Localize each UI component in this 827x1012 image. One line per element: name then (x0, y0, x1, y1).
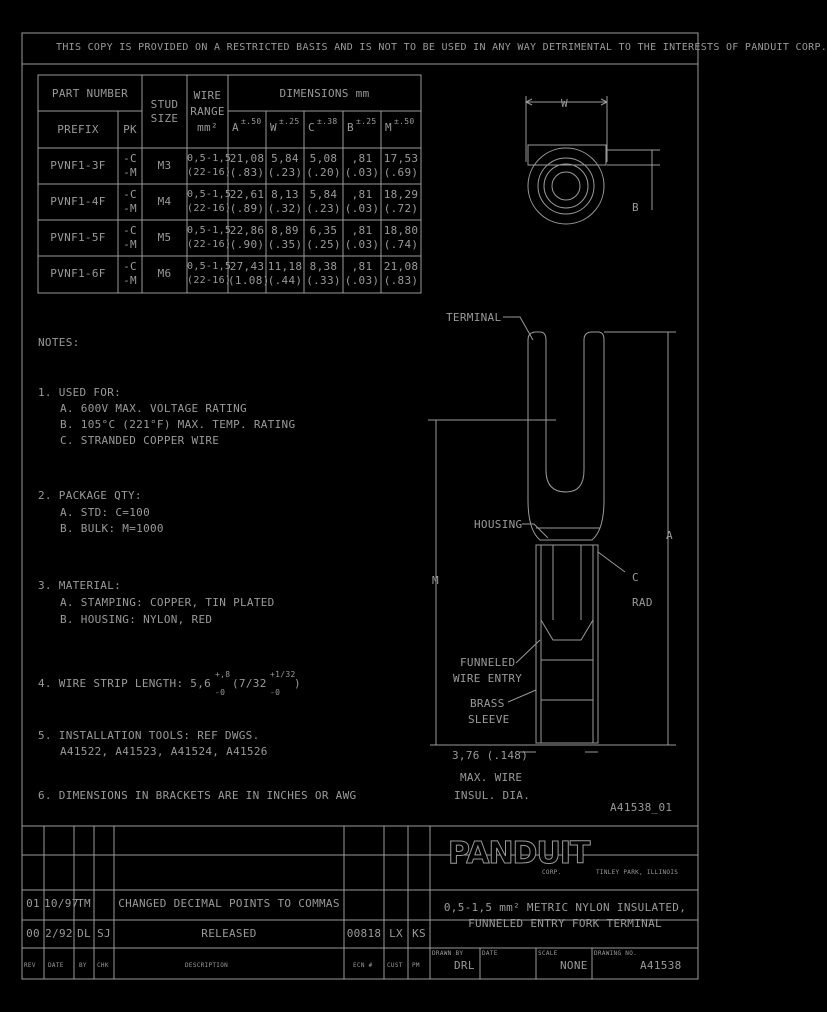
row-stud-size: M5 (157, 231, 172, 244)
end-view (526, 96, 660, 224)
row-dim-metric: ,81 (351, 224, 373, 237)
row-wire-range-mm: 0,5-1,5 (187, 261, 232, 272)
label-scale: SCALE (538, 950, 558, 957)
revision-desc: RELEASED (201, 927, 257, 940)
revision-date: 2/92 (45, 927, 73, 940)
row-dim-metric: 21,08 (383, 260, 419, 273)
row-wire-range-awg: (22-16) (187, 239, 232, 250)
row-dim-inch: (.32) (267, 202, 303, 215)
row-prefix: PVNF1-5F (50, 231, 106, 244)
dim-header-letter: M (385, 121, 392, 134)
label-by: BY (79, 962, 87, 969)
revision-ecn: 00818 (346, 927, 382, 940)
row-pk-c: -C (123, 260, 137, 273)
row-dim-inch: (.33) (306, 274, 341, 287)
row-dim-metric: ,81 (351, 152, 373, 165)
row-dim-inch: (.74) (383, 238, 419, 251)
row-dim-metric: 11,18 (267, 260, 303, 273)
header-mm2: mm² (197, 121, 218, 134)
scale: NONE (560, 959, 588, 972)
note-3b: B. HOUSING: NYLON, RED (60, 613, 213, 626)
label-brass: BRASS (470, 697, 505, 710)
revision-by: DL (77, 927, 91, 940)
drawing-number: A41538 (640, 959, 682, 972)
label-wire-entry: WIRE ENTRY (453, 672, 523, 685)
row-dim-metric: 8,89 (271, 224, 299, 237)
row-dim-inch: (.69) (383, 166, 419, 179)
header-pk: PK (123, 123, 137, 136)
row-pk-c: -C (123, 152, 137, 165)
dim-header-tolerance: ±.25 (356, 117, 377, 126)
notes-title: NOTES: (38, 336, 80, 349)
row-dim-inch: (.23) (306, 202, 341, 215)
row-dim-inch: (.03) (344, 274, 380, 287)
row-dim-metric: 27,43 (229, 260, 265, 273)
revision-rev: 00 (26, 927, 40, 940)
row-dim-inch: (.83) (383, 274, 419, 287)
note-5a: A41522, A41523, A41524, A41526 (60, 745, 268, 758)
row-prefix: PVNF1-3F (50, 159, 106, 172)
header-size: SIZE (150, 112, 179, 125)
row-stud-size: M6 (157, 267, 172, 280)
dim-header-tolerance: ±.38 (317, 117, 338, 126)
restricted-notice: THIS COPY IS PROVIDED ON A RESTRICTED BASIS AND IS NOT TO BE USED IN ANY WAY DETRIMENTAL TO THE INTERESTS OF PANDUIT CORP. (56, 42, 827, 53)
row-dim-metric: 5,84 (309, 188, 338, 201)
label-m: M (432, 574, 439, 587)
row-dim-metric: 18,29 (383, 188, 419, 201)
title-line-2: FUNNELED ENTRY FORK TERMINAL (468, 917, 662, 930)
row-dim-metric: 8,38 (309, 260, 338, 273)
header-part-number: PART NUMBER (51, 87, 129, 100)
label-insul-dia: INSUL. DIA. (454, 789, 531, 802)
revision-by: TM (77, 897, 91, 910)
note-4-tol-up: +,8 (215, 670, 231, 679)
header-prefix: PREFIX (57, 123, 99, 136)
row-wire-range-mm: 0,5-1,5 (187, 189, 232, 200)
label-dwg-no: DRAWING NO. (594, 950, 638, 957)
row-dim-metric: 18,80 (383, 224, 419, 237)
row-pk-m: -M (123, 202, 137, 215)
row-dim-inch: (.35) (267, 238, 303, 251)
row-dim-inch: (1.08) (228, 274, 270, 287)
note-4-frac-dn: -0 (270, 688, 281, 697)
note-4-mid: (7/32 (232, 677, 267, 690)
row-dim-inch: (.25) (306, 238, 341, 251)
header-stud: STUD (150, 98, 179, 111)
row-dim-metric: 5,84 (271, 152, 299, 165)
note-4-end: ) (294, 677, 301, 690)
row-dim-inch: (.03) (344, 166, 380, 179)
side-view (428, 317, 676, 752)
note-2a: A. STD: C=100 (60, 506, 150, 519)
note-1b: B. 105°C (221°F) MAX. TEMP. RATING (60, 418, 296, 431)
note-3a: A. STAMPING: COPPER, TIN PLATED (60, 596, 275, 609)
row-dim-inch: (.03) (344, 202, 380, 215)
dim-header-letter: W (270, 121, 277, 134)
row-pk-m: -M (123, 238, 137, 251)
dim-header-tolerance: ±.50 (241, 117, 262, 126)
row-pk-c: -C (123, 188, 137, 201)
row-dim-inch: (.44) (267, 274, 303, 287)
label-pm: PM (412, 962, 420, 969)
row-dim-inch: (.72) (383, 202, 419, 215)
note-1c: C. STRANDED COPPER WIRE (60, 434, 220, 447)
header-range: RANGE (190, 105, 225, 118)
note-6: 6. DIMENSIONS IN BRACKETS ARE IN INCHES OR AWG (38, 789, 357, 802)
note-4-frac-up: +1/32 (270, 670, 296, 679)
label-funneled: FUNNELED (460, 656, 516, 669)
row-prefix: PVNF1-4F (50, 195, 106, 208)
revision-rev: 01 (26, 897, 40, 910)
row-wire-range-awg: (22-16) (187, 203, 232, 214)
corp-label: CORP. (542, 869, 562, 876)
row-dim-inch: (.83) (229, 166, 265, 179)
label-w: W (561, 97, 568, 110)
dim-header-tolerance: ±.50 (394, 117, 415, 126)
row-dim-metric: 22,86 (229, 224, 265, 237)
row-pk-c: -C (123, 224, 137, 237)
label-b: B (632, 201, 639, 214)
label-sleeve: SLEEVE (468, 713, 510, 726)
drawing-reference: A41538_01 (610, 801, 673, 814)
label-cust: CUST (387, 962, 403, 969)
label-date: DATE (48, 962, 64, 969)
label-rad: RAD (632, 596, 653, 609)
row-prefix: PVNF1-6F (50, 267, 106, 280)
note-2b: B. BULK: M=1000 (60, 522, 164, 535)
label-description: DESCRIPTION (185, 962, 229, 969)
dim-header-letter: A (232, 121, 239, 134)
dim-header-tolerance: ±.25 (279, 117, 300, 126)
row-dim-metric: ,81 (351, 188, 373, 201)
row-dim-metric: 6,35 (309, 224, 338, 237)
row-dim-metric: 21,08 (229, 152, 265, 165)
row-wire-range-mm: 0,5-1,5 (187, 225, 232, 236)
row-dim-inch: (.23) (267, 166, 303, 179)
label-a: A (666, 529, 673, 542)
row-dim-metric: 8,13 (271, 188, 299, 201)
note-4: 4. WIRE STRIP LENGTH: 5,6 (38, 677, 212, 690)
row-dim-inch: (.20) (306, 166, 341, 179)
label-housing: HOUSING (474, 518, 523, 531)
row-dim-metric: 5,08 (309, 152, 338, 165)
row-wire-range-awg: (22-16) (187, 167, 232, 178)
note-3: 3. MATERIAL: (38, 579, 122, 592)
note-1a: A. 600V MAX. VOLTAGE RATING (60, 402, 247, 415)
revision-date: 10/97 (44, 897, 79, 910)
row-dim-metric: 22,61 (229, 188, 265, 201)
row-pk-m: -M (123, 166, 137, 179)
dim-header-letter: C (308, 121, 315, 134)
note-4-tol-dn: -0 (215, 688, 226, 697)
label-terminal: TERMINAL (446, 311, 502, 324)
label-max-dia: 3,76 (.148) (452, 749, 529, 762)
label-chk: CHK (97, 962, 109, 969)
row-dim-metric: ,81 (351, 260, 373, 273)
dim-header-letter: B (347, 121, 354, 134)
location: TINLEY PARK, ILLINOIS (596, 869, 679, 876)
note-1: 1. USED FOR: (38, 386, 122, 399)
header-wire: WIRE (193, 89, 222, 102)
row-wire-range-awg: (22-16) (187, 275, 232, 286)
label-ecn: ECN # (353, 962, 373, 969)
header-dimensions: DIMENSIONS mm (279, 87, 370, 100)
label-max-wire: MAX. WIRE (460, 771, 523, 784)
label-rev: REV (24, 962, 36, 969)
revision-pm: KS (412, 927, 426, 940)
panduit-logo: PANDUIT (448, 836, 590, 871)
label-drawn-by: DRAWN BY (432, 950, 464, 957)
row-pk-m: -M (123, 274, 137, 287)
row-dim-metric: 17,53 (383, 152, 419, 165)
label-c: C (632, 571, 639, 584)
row-dim-inch: (.90) (229, 238, 265, 251)
row-stud-size: M4 (157, 195, 172, 208)
drawn-by: DRL (454, 959, 475, 972)
revision-desc: CHANGED DECIMAL POINTS TO COMMAS (118, 897, 340, 910)
revision-cust: LX (389, 927, 403, 940)
title-line-1: 0,5-1,5 mm² METRIC NYLON INSULATED, (443, 901, 687, 914)
row-dim-inch: (.89) (229, 202, 265, 215)
row-dim-inch: (.03) (344, 238, 380, 251)
revision-chk: SJ (97, 927, 111, 940)
label-date2: DATE (482, 950, 498, 957)
row-stud-size: M3 (157, 159, 172, 172)
note-5: 5. INSTALLATION TOOLS: REF DWGS. (38, 729, 260, 742)
note-2: 2. PACKAGE QTY: (38, 489, 142, 502)
row-wire-range-mm: 0,5-1,5 (187, 153, 232, 164)
